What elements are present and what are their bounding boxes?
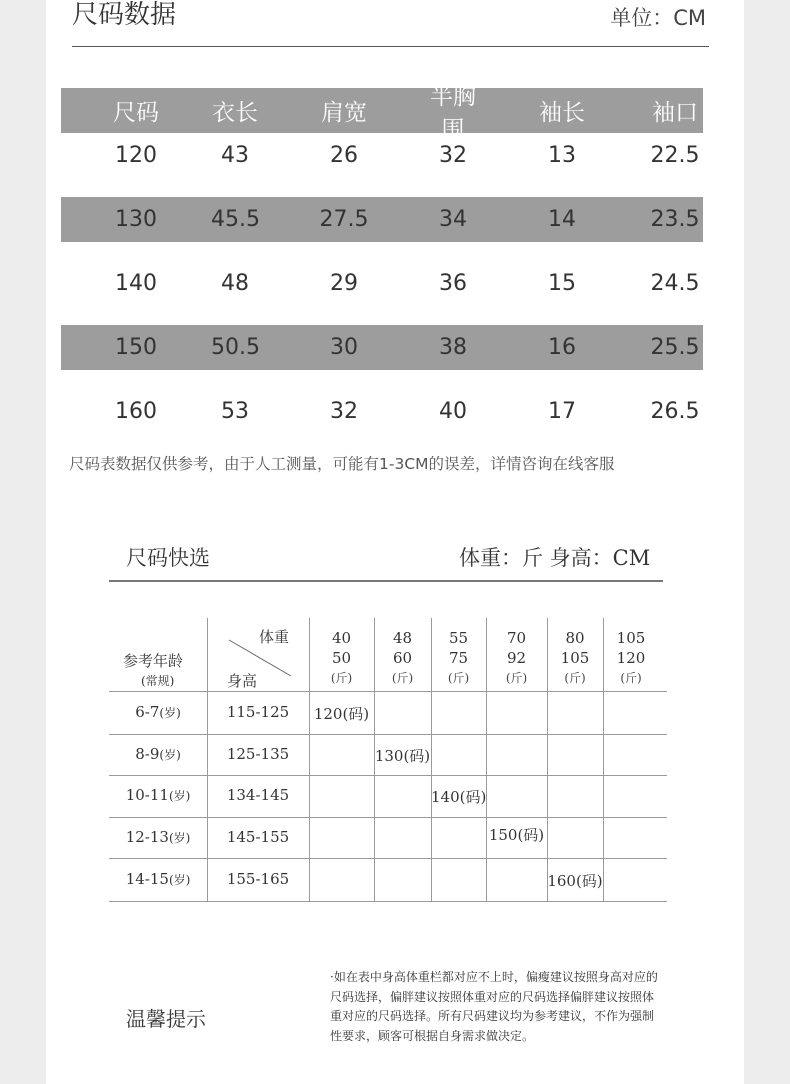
grid-line <box>109 817 667 818</box>
column-header: 袖口 <box>652 100 698 126</box>
weight-from: 48 <box>392 629 413 647</box>
table-cell: 40 <box>439 399 467 424</box>
column-header: 袖长 <box>539 100 585 126</box>
grid-line <box>109 858 667 859</box>
weight-from: 80 <box>565 629 585 647</box>
quick-select-unit: 体重：斤 身高：CM <box>459 546 651 570</box>
tips-title: 温馨提示 <box>126 1007 206 1031</box>
age-cell <box>109 745 207 763</box>
age-unit: (岁) <box>168 830 191 845</box>
weight-range <box>547 628 603 688</box>
grid-line <box>109 691 667 692</box>
table-cell: 17 <box>548 399 576 424</box>
weight-unit: (斤) <box>620 671 642 685</box>
weight-from: 70 <box>506 629 527 647</box>
grid-line <box>109 734 667 735</box>
weight-to: 60 <box>392 649 413 667</box>
table-row <box>61 389 703 434</box>
weight-to: 50 <box>331 649 352 667</box>
weight-unit: (斤) <box>505 671 528 685</box>
size-recommendation: 120(码) <box>313 704 370 723</box>
right-margin <box>744 0 790 1084</box>
divider <box>72 46 709 47</box>
age-header: 参考年龄 <box>123 652 184 670</box>
size-note: 尺码表数据仅供参考，由于人工测量，可能有1-3CM的误差，详情咨询在线客服 <box>69 455 615 473</box>
age-unit: (岁) <box>168 789 191 803</box>
table-cell: 140 <box>115 271 157 296</box>
size-recommendation: 130(码) <box>374 746 431 765</box>
height-cell: 115-125 <box>226 702 290 721</box>
size-recommendation: 150(码) <box>488 825 545 844</box>
table-cell: 32 <box>330 399 358 424</box>
age-cell <box>109 828 207 846</box>
table-cell: 24.5 <box>650 271 700 296</box>
size-data-unit: 单位：CM <box>610 6 706 30</box>
weight-range <box>431 628 486 688</box>
table-cell: 36 <box>439 271 467 296</box>
age-value: 10-11 <box>125 786 169 804</box>
height-cell: 155-165 <box>226 869 290 888</box>
divider <box>109 580 663 582</box>
table-cell: 22.5 <box>650 143 700 168</box>
age-unit: (岁) <box>168 872 191 887</box>
table-cell: 38 <box>439 335 467 360</box>
table-cell: 30 <box>330 335 358 360</box>
table-row <box>61 133 703 178</box>
table-row <box>61 261 703 306</box>
weight-range <box>486 628 547 688</box>
size-table-header <box>61 83 703 143</box>
weight-unit: (斤) <box>447 671 470 685</box>
weight-range <box>374 628 431 688</box>
age-cell <box>109 703 207 721</box>
table-cell: 150 <box>115 335 157 360</box>
table-cell: 53 <box>221 399 249 424</box>
age-value: 12-13 <box>125 827 169 846</box>
table-cell: 43 <box>221 143 249 168</box>
column-header: 半胸围 <box>430 83 476 143</box>
height-cell: 134-145 <box>226 786 290 804</box>
weight-to: 75 <box>448 649 469 667</box>
quick-select-grid <box>109 618 667 902</box>
age-value: 8-9 <box>135 744 160 763</box>
table-cell: 45.5 <box>211 207 260 232</box>
table-cell: 26.5 <box>650 399 700 424</box>
table-cell: 50.5 <box>211 335 260 360</box>
table-cell: 29 <box>330 271 358 296</box>
weight-from: 105 <box>616 629 646 647</box>
table-row <box>61 197 703 242</box>
weight-from: 55 <box>448 629 469 647</box>
height-cell: 145-155 <box>226 827 290 846</box>
weight-to: 92 <box>506 649 527 667</box>
table-cell: 23.5 <box>650 207 700 232</box>
tips-text: ·如在表中身高体重栏都对应不上时，偏瘦建议按照身高对应的尺码选择，偏胖建议按照体重对应的尺码选择偏胖建议按照体重对应的尺码选择。所有尺码建议均为参考建议，不作为强制性要求，顾客可根据自身需求做决定。 <box>330 970 658 1043</box>
table-cell: 25.5 <box>650 335 700 360</box>
size-recommendation: 140(码) <box>431 788 487 806</box>
age-value: 14-15 <box>125 869 169 888</box>
weight-label: 体重 <box>259 628 290 646</box>
weight-unit: (斤) <box>564 671 586 685</box>
height-label: 身高 <box>227 672 258 690</box>
age-unit: (岁) <box>159 705 181 720</box>
table-cell: 160 <box>115 399 157 424</box>
grid-line <box>109 775 667 776</box>
weight-unit: (斤) <box>330 671 353 685</box>
table-cell: 14 <box>548 207 576 232</box>
table-cell: 32 <box>439 143 467 168</box>
weight-unit: (斤) <box>391 671 414 685</box>
left-margin <box>0 0 46 1084</box>
weight-to: 105 <box>560 649 590 667</box>
table-cell: 15 <box>548 271 576 296</box>
quick-select-title: 尺码快选 <box>126 546 210 570</box>
height-cell: 125-135 <box>226 744 290 763</box>
size-table <box>61 83 703 434</box>
table-cell: 34 <box>439 207 467 232</box>
weight-from: 40 <box>331 629 352 647</box>
column-header: 肩宽 <box>321 100 367 126</box>
table-cell: 120 <box>115 143 157 168</box>
table-cell: 13 <box>548 143 576 168</box>
age-cell <box>109 870 207 888</box>
size-data-title: 尺码数据 <box>72 0 177 30</box>
table-cell: 48 <box>221 271 249 296</box>
grid-line <box>109 901 667 902</box>
age-cell <box>109 786 207 804</box>
table-cell: 26 <box>330 143 358 168</box>
column-header: 衣长 <box>212 100 258 126</box>
weight-range <box>603 628 659 688</box>
weight-to: 120 <box>616 649 646 667</box>
table-cell: 16 <box>548 335 576 360</box>
age-unit: (岁) <box>159 747 181 762</box>
table-cell: 130 <box>115 207 157 232</box>
column-header: 尺码 <box>113 100 159 126</box>
size-recommendation: 160(码) <box>547 871 603 890</box>
table-row <box>61 325 703 370</box>
weight-range <box>309 628 374 688</box>
table-cell: 27.5 <box>319 207 369 232</box>
age-value: 6-7 <box>135 702 160 721</box>
age-subheader: (常规) <box>141 674 175 688</box>
